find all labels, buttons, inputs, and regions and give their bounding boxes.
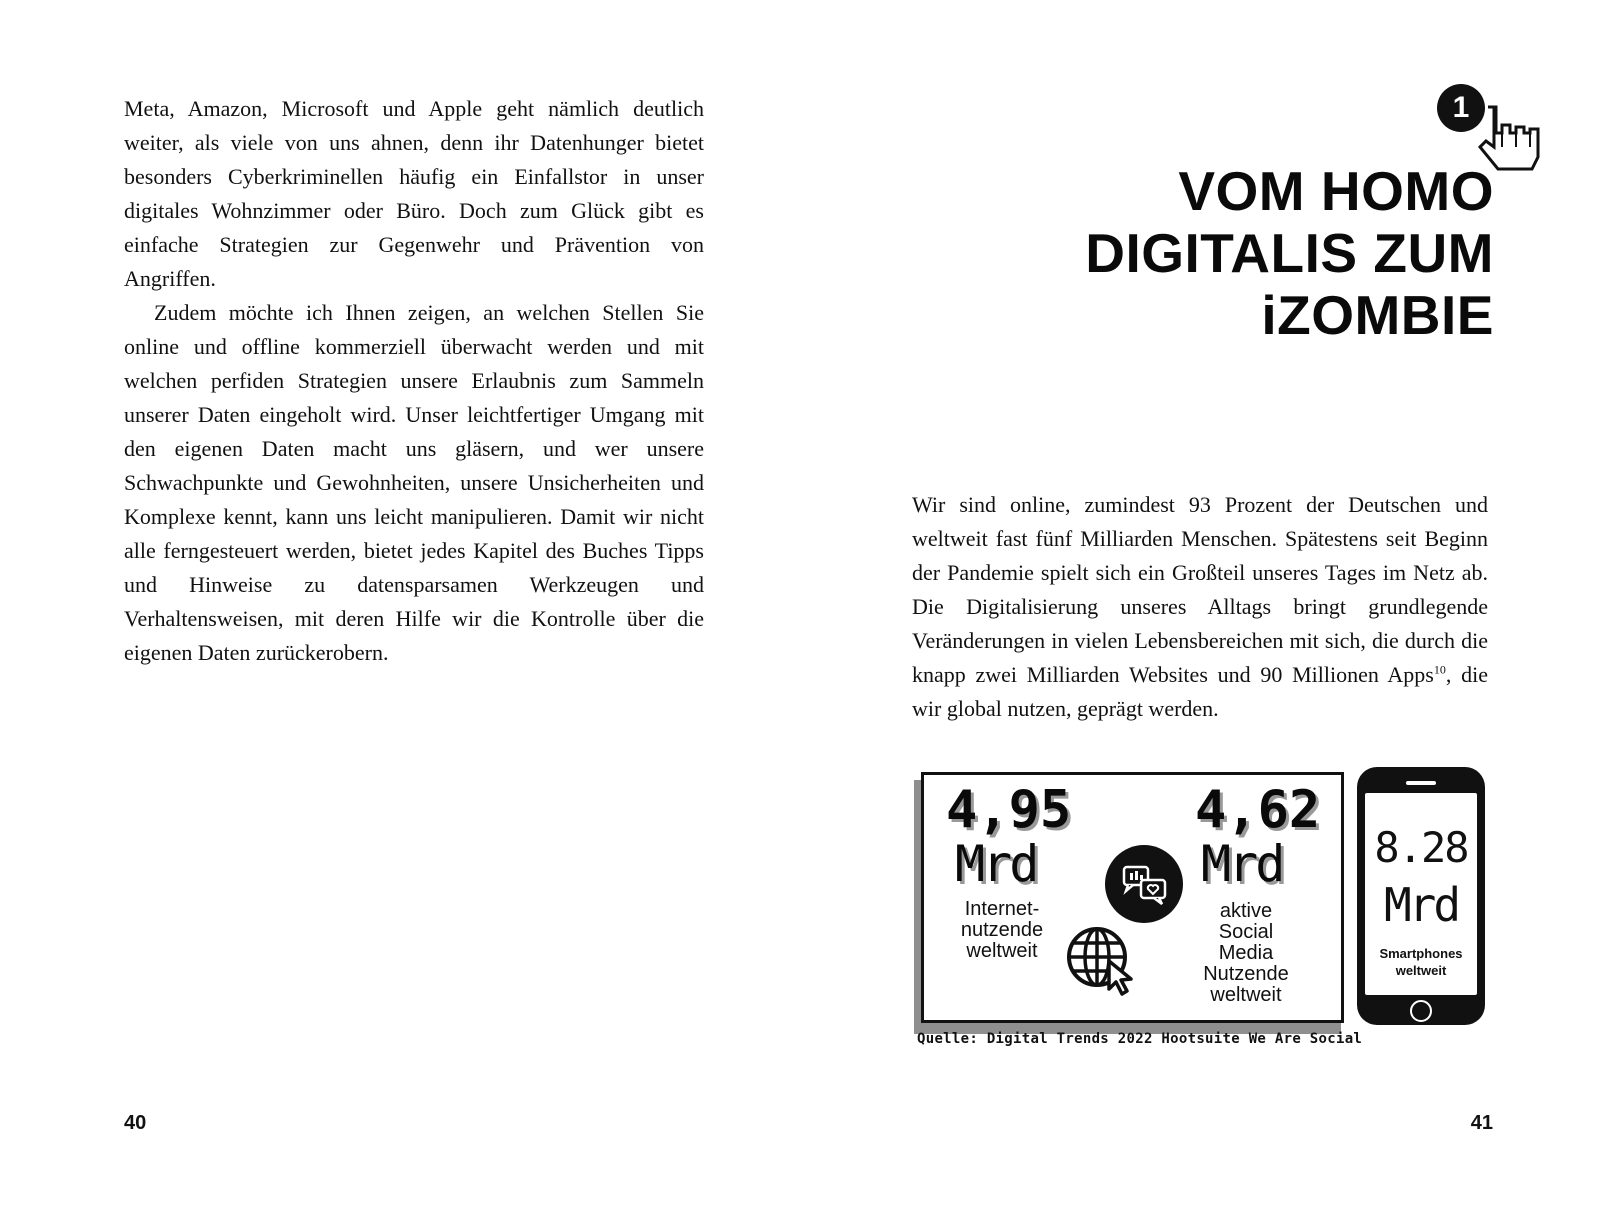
chapter-title-line-2: DIGITALIS ZUM: [1085, 222, 1494, 284]
social-users-value: 4,62: [1195, 780, 1321, 840]
caption-line: Nutzende: [1203, 963, 1289, 985]
social-users-caption: [1176, 901, 1316, 1006]
intro-paragraph: [912, 488, 1488, 726]
phone-speaker: [1406, 781, 1436, 785]
caption-line: aktive: [1219, 900, 1273, 922]
smartphones-value: 8.28: [1374, 823, 1468, 872]
smartphones-caption: [1365, 945, 1477, 979]
infographic-source: Quelle: Digital Trends 2022 Hootsuite We Are Social: [917, 1031, 1363, 1047]
caption-line: Social: [1218, 921, 1274, 943]
caption-line: Smartphones: [1379, 946, 1463, 961]
left-page-body: [124, 92, 704, 670]
right-page-body: [912, 488, 1488, 726]
chapter-number-badge: 1: [1437, 84, 1485, 132]
chapter-title-line-1: VOM HOMO: [1178, 160, 1494, 222]
internet-users-caption: [947, 899, 1057, 962]
caption-line: weltweit: [1395, 963, 1447, 978]
intro-text-end: , die wir global nutzen, geprägt werden.: [912, 662, 1488, 721]
chapter-title-line-3: iZOMBIE: [1261, 284, 1494, 346]
caption-line: Internet-: [964, 898, 1040, 920]
caption-line: weltweit: [1210, 984, 1282, 1006]
caption-line: Media: [1218, 942, 1274, 964]
internet-users-unit: Mrd: [955, 835, 1037, 893]
chat-bubbles-icon: [1104, 844, 1184, 924]
smartphones-unit: Mrd: [1383, 878, 1459, 932]
page-number-left: 40: [124, 1112, 147, 1134]
caption-line: weltweit: [966, 940, 1038, 962]
footnote-reference: 10: [1433, 662, 1446, 677]
paragraph-1: Meta, Amazon, Microsoft und Apple geht nämlich deutlich weiter, als viele von uns ahnen, denn ihr Datenhunger bietet besonders Cyberkriminellen häufig ein Einfallstor in unser digitales Wohnzimmer oder Büro. Doch zum Glück gibt es einfache Strategien zur Gegenwehr und Prävention von Angriffen.: [124, 96, 704, 291]
social-users-unit: Mrd: [1201, 835, 1283, 893]
globe-cursor-icon: [1065, 925, 1137, 997]
caption-line: nutzende: [960, 919, 1044, 941]
paragraph-2: Zudem möchte ich Ihnen zeigen, an welchen Stellen Sie online und offline kommerziell überwacht werden und mit welchen perfiden Strategien unsere Erlaubnis zum Sammeln unserer Daten eingeholt wird. Unser leichtfertiger Umgang mit den eigenen Daten macht uns gläsern, und wer unsere Schwachpunkte und Gewohnheiten, unsere Unsicherheiten und Komplexe kennt, kann uns leicht manipulieren. Damit wir nicht alle ferngesteuert werden, bietet jedes Kapitel des Buches Tipps und Hinweise zu datensparsamen Werkzeugen und Verhaltensweisen, mit deren Hilfe wir die Kontrolle über die eigenen Daten zurückerobern.: [124, 300, 704, 665]
chapter-title: [1085, 160, 1494, 346]
intro-text: Wir sind online, zumindest 93 Prozent der Deutschen und weltweit fast fünf Milliarden Menschen. Spätestens seit Beginn der Pandemie spielt sich ein Großteil unseres Tages im Netz ab. Die Digitalisierung unseres Alltags bringt grundlegende Veränderungen in vielen Lebensbereichen mit sich, die durch die knapp zwei Milliarden Websites und 90 Millionen Apps: [912, 492, 1488, 687]
page-number-right: 41: [1470, 1112, 1493, 1134]
phone-home-button: [1410, 1000, 1432, 1022]
internet-users-value: 4,95: [946, 780, 1072, 840]
